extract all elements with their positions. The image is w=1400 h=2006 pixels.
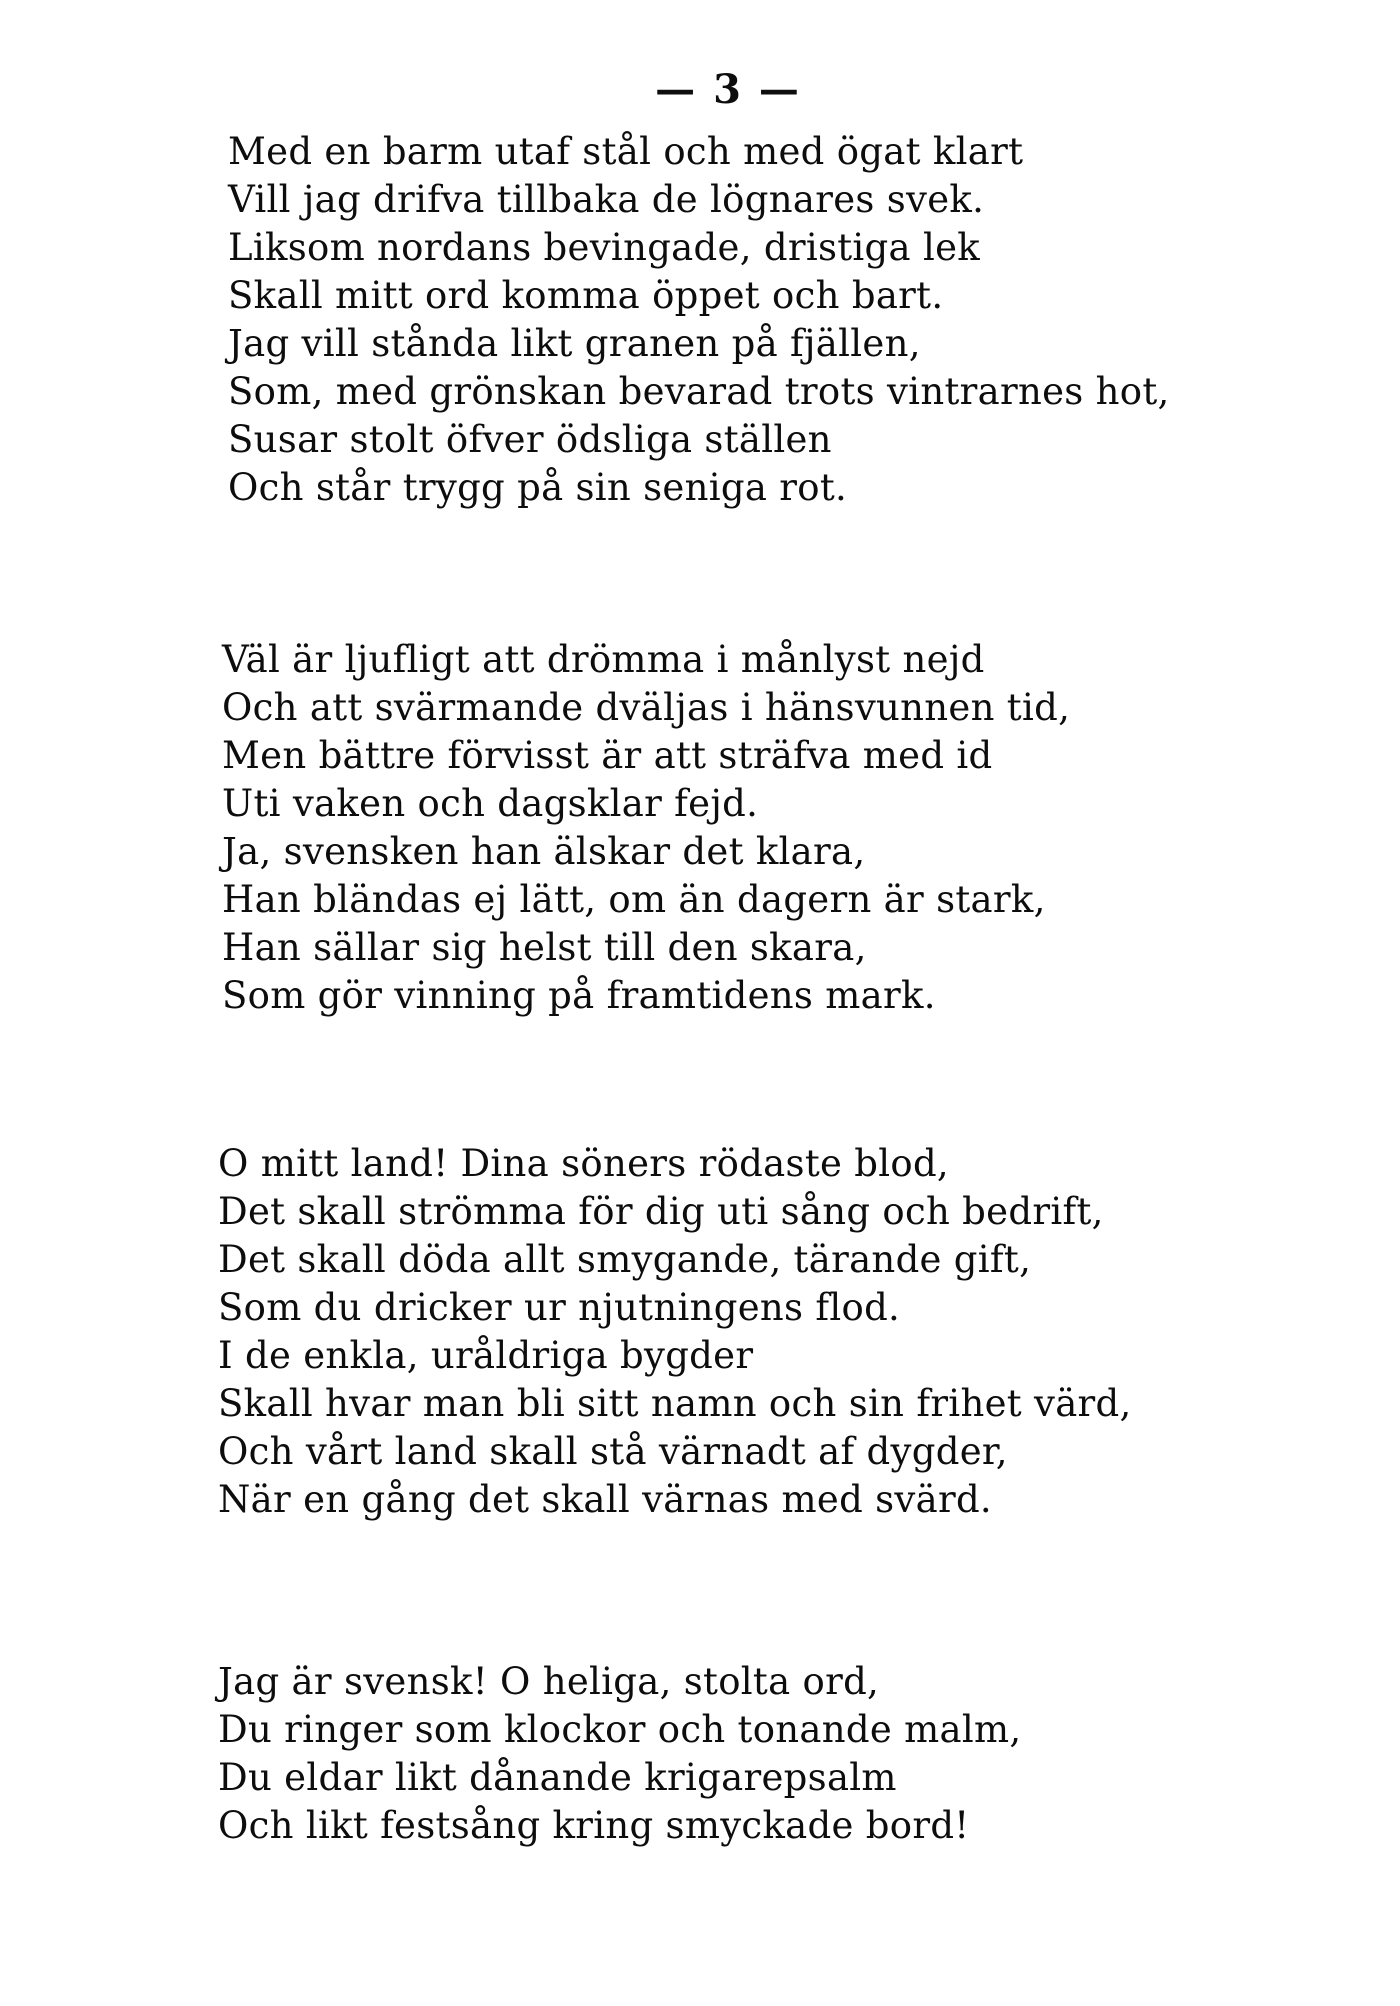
- poem-line: Med en barm utaf stål och med ögat klart: [228, 130, 1024, 173]
- poem-line: Du ringer som klockor och tonande malm,: [218, 1708, 1022, 1751]
- poem-line: O mitt land! Dina söners rödaste blod,: [218, 1142, 949, 1185]
- poem-line: Det skall strömma för dig uti sång och bedrift,: [218, 1190, 1104, 1233]
- poem-line: Men bättre förvisst är att sträfva med id: [222, 734, 993, 777]
- poem-line: Och likt festsång kring smyckade bord!: [218, 1804, 970, 1847]
- poem-line: Som gör vinning på framtidens mark.: [222, 974, 936, 1017]
- stanza-2: [222, 636, 1322, 1020]
- poem-line: Som, med grönskan bevarad trots vintrarnes hot,: [228, 370, 1170, 413]
- stanza-1: [228, 128, 1328, 512]
- poem-line: Ja, svensken han älskar det klara,: [222, 830, 866, 873]
- poem-line: Och vårt land skall stå värnadt af dygder,: [218, 1430, 1008, 1473]
- poem-line: Jag är svensk! O heliga, stolta ord,: [218, 1660, 880, 1703]
- poem-line: Han bländas ej lätt, om än dagern är stark,: [222, 878, 1046, 921]
- poem-line: Jag vill stånda likt granen på fjällen,: [228, 322, 921, 365]
- page-number: — 3 —: [655, 66, 801, 113]
- stanza-3: [218, 1140, 1318, 1524]
- poem-line: Skall hvar man bli sitt namn och sin frihet värd,: [218, 1382, 1132, 1425]
- poem-line: Det skall döda allt smygande, tärande gift,: [218, 1238, 1032, 1281]
- poem-line: Och att svärmande dväljas i hänsvunnen tid,: [222, 686, 1071, 729]
- poem-line: Vill jag drifva tillbaka de lögnares svek.: [228, 178, 985, 221]
- poem-line: Och står trygg på sin seniga rot.: [228, 466, 848, 509]
- poem-line: Susar stolt öfver ödsliga ställen: [228, 418, 832, 461]
- poem-line: Skall mitt ord komma öppet och bart.: [228, 274, 944, 317]
- poem-line: Du eldar likt dånande krigarepsalm: [218, 1756, 897, 1799]
- poem-line: Uti vaken och dagsklar fejd.: [222, 782, 759, 825]
- poem-line: Som du dricker ur njutningens flod.: [218, 1286, 901, 1329]
- poem-line: Väl är ljufligt att drömma i månlyst nejd: [222, 638, 985, 681]
- poem-line: Han sällar sig helst till den skara,: [222, 926, 867, 969]
- poem-line: Liksom nordans bevingade, dristiga lek: [228, 226, 980, 269]
- stanza-4: [218, 1658, 1318, 1850]
- poem-line: I de enkla, uråldriga bygder: [218, 1334, 754, 1377]
- poem-line: När en gång det skall värnas med svärd.: [218, 1478, 992, 1521]
